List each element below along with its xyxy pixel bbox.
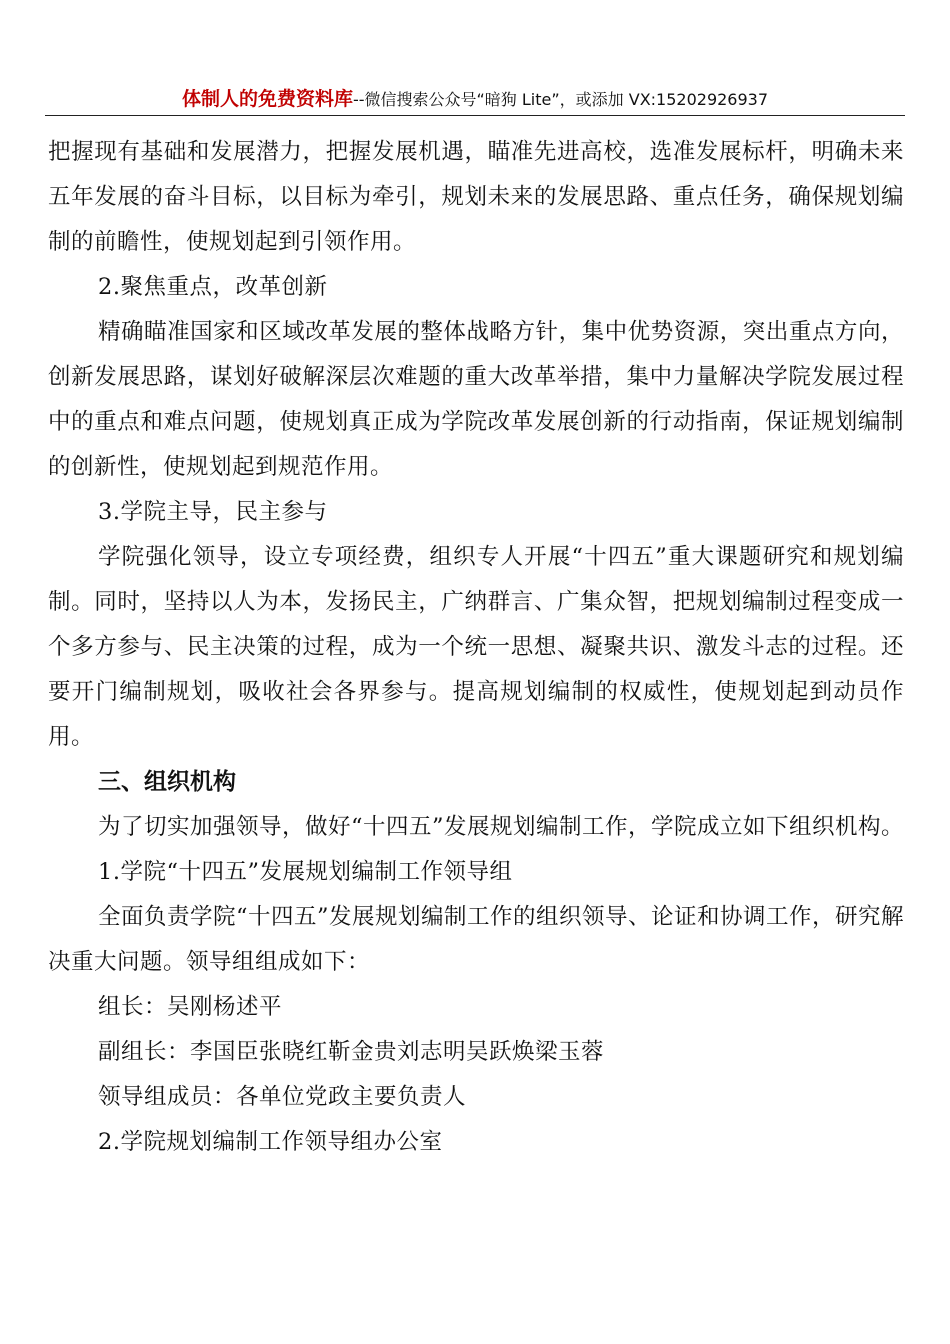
document-body (48, 130, 904, 1165)
paragraph-3: 学院强化领导，设立专项经费，组织专人开展“十四五”重大课题研究和规划编制。同时，坚持以人为本，发扬民主，广纳群言、广集众智，把规划编制过程变成一个多方参与、民主决策的过程，成为一个统一思想、凝聚共识、激发斗志的过程。还要开门编制规划，吸收社会各界参与。提高规划编制的权威性，使规划起到动员作用。 (48, 544, 904, 750)
paragraph-1: 把握现有基础和发展潜力，把握发展机遇，瞄准先进高校，选准发展标杆，明确未来五年发展的奋斗目标，以目标为牵引，规划未来的发展思路、重点任务，确保规划编制的前瞻性，使规划起到引领作用。 (48, 139, 904, 255)
section-heading-3: 三、组织机构 (98, 769, 236, 795)
watermark-header (45, 84, 905, 114)
subheading-org-1: 1.学院“十四五”发展规划编制工作领导组 (98, 859, 513, 885)
subheading-org-2: 2.学院规划编制工作领导组办公室 (98, 1129, 443, 1155)
vice-leader-line: 副组长：李国臣张晓红靳金贵刘志明吴跃焕梁玉蓉 (98, 1039, 605, 1065)
members-line: 领导组成员：各单位党政主要负责人 (98, 1084, 467, 1110)
header-divider (45, 115, 905, 116)
paragraph-2: 精确瞄准国家和区域改革发展的整体战略方针，集中优势资源，突出重点方向，创新发展思路，谋划好破解深层次难题的重大改革举措，集中力量解决学院发展过程中的重点和难点问题，使规划真正成为学院改革发展创新的行动指南，保证规划编制的创新性，使规划起到规范作用。 (48, 319, 904, 480)
leader-line: 组长：吴刚杨述平 (98, 994, 283, 1020)
paragraph-4: 为了切实加强领导，做好“十四五”发展规划编制工作，学院成立如下组织机构。 (98, 814, 905, 840)
paragraph-5: 全面负责学院“十四五”发展规划编制工作的组织领导、论证和协调工作，研究解决重大问题。领导组组成如下： (48, 904, 905, 975)
header-subtitle: --微信搜索公众号“暗狗 Lite”，或添加 VX:15202926937 (352, 90, 769, 109)
header-title: 体制人的免费资料库 (181, 88, 353, 110)
subheading-3: 3.学院主导，民主参与 (98, 499, 328, 525)
subheading-2: 2.聚焦重点，改革创新 (98, 274, 328, 300)
